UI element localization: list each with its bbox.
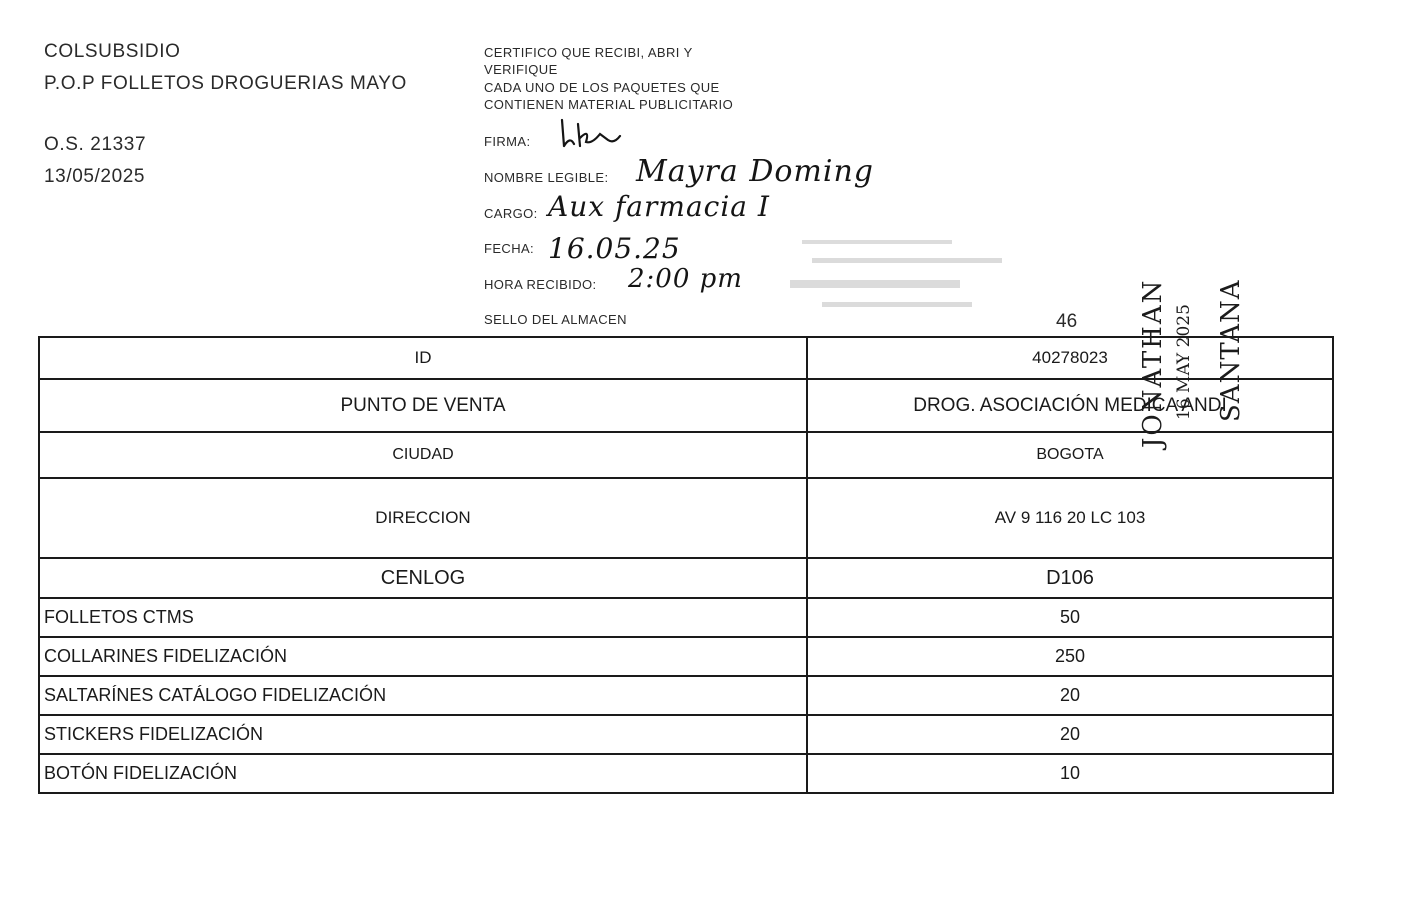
fecha-value: 16.05.25 [548,232,681,265]
certification-line-4: CONTIENEN MATERIAL PUBLICITARIO [484,97,734,112]
direccion-value: AV 9 116 20 LC 103 [807,478,1333,558]
table-row [39,754,1333,793]
stamp-name-first: JONATHAN [1138,278,1168,448]
punto-venta-label: PUNTO DE VENTA [39,379,807,432]
item-qty: 250 [807,637,1333,676]
ciudad-value: BOGOTA [807,432,1333,478]
hora-value: 2:00 pm [628,264,743,294]
table-row-cenlog [39,558,1333,598]
firma-label: FIRMA: [484,134,531,149]
certification-line-2: VERIFIQUE [484,62,558,77]
receipt-stamp [1128,262,1248,452]
certification-line-1: CERTIFICO QUE RECIBI, ABRI Y [484,45,693,60]
cargo-label: CARGO: [484,206,538,221]
table-row [39,598,1333,637]
document-subtitle: P.O.P FOLLETOS DROGUERIAS MAYO [44,73,407,94]
fecha-label: FECHA: [484,241,535,256]
table-row [39,637,1333,676]
id-value: 40278023 [807,337,1333,379]
certification-line-3: CADA UNO DE LOS PAQUETES QUE [484,80,720,95]
stamp-date: 16 MAY 2025 [1174,304,1194,420]
hora-label: HORA RECIBIDO: [484,277,597,292]
direccion-label: DIRECCION [39,478,807,558]
item-qty: 50 [807,598,1333,637]
cenlog-value: D106 [807,558,1333,598]
item-qty: 20 [807,676,1333,715]
item-name: SALTARÍNES CATÁLOGO FIDELIZACIÓN [39,676,807,715]
order-number: O.S. 21337 [44,134,147,155]
item-qty: 20 [807,715,1333,754]
ciudad-label: CIUDAD [39,432,807,478]
cenlog-label: CENLOG [39,558,807,598]
item-name: STICKERS FIDELIZACIÓN [39,715,807,754]
company-name: COLSUBSIDIO [44,41,181,62]
table-row [39,676,1333,715]
faded-stamp-smudge [782,236,1012,320]
signature-image [556,114,626,154]
punto-venta-value: DROG. ASOCIACIÓN MEDICA ANDI [807,379,1333,432]
page-number: 46 [1056,311,1078,332]
cargo-value: Aux farmacia I [548,190,770,223]
item-name: BOTÓN FIDELIZACIÓN [39,754,807,793]
table-row-direccion [39,478,1333,558]
item-qty: 10 [807,754,1333,793]
document-date: 13/05/2025 [44,166,146,187]
id-label: ID [39,337,807,379]
stamp-name-last: SANTANA [1216,279,1246,422]
nombre-value: Mayra Doming [636,154,874,189]
sello-label: SELLO DEL ALMACEN [484,312,627,327]
item-name: COLLARINES FIDELIZACIÓN [39,637,807,676]
nombre-label: NOMBRE LEGIBLE: [484,170,609,185]
item-name: FOLLETOS CTMS [39,598,807,637]
table-row [39,715,1333,754]
